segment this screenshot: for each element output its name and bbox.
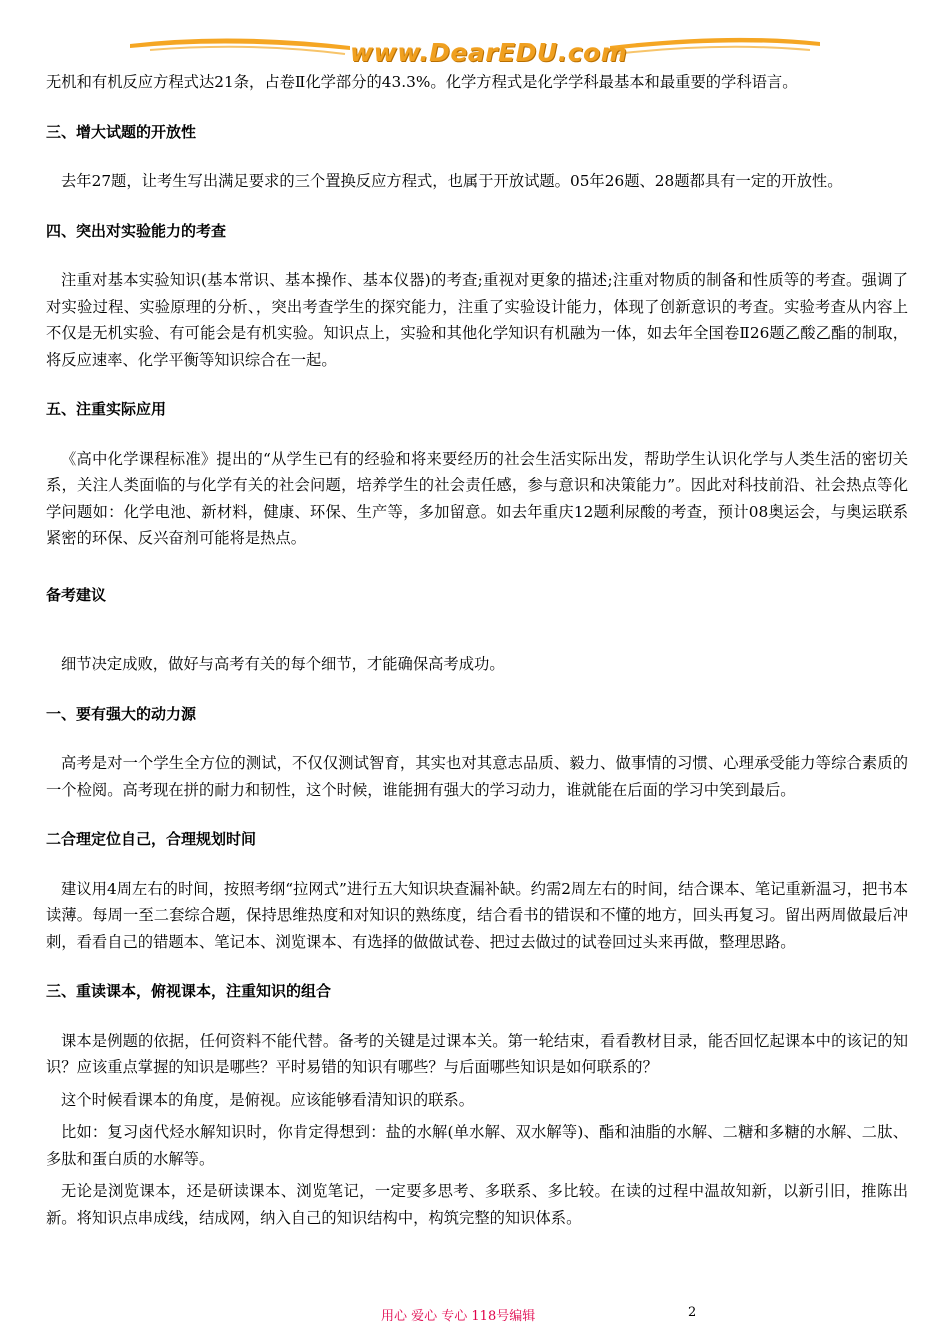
paragraph: 课本是例题的依据，任何资料不能代替。备考的关键是过课本关。第一轮结束，看看教材目录，能否回忆起课本中的该记的知识？应该重点掌握的知识是哪些？平时易错的知识有哪些？与后面哪些知识是如何联系的？ <box>46 1031 908 1076</box>
document-body <box>46 64 908 1231</box>
section-heading: 二合理定位自己，合理规划时间 <box>46 830 257 848</box>
paragraph: 细节决定成败，做好与高考有关的每个细节，才能确保高考成功。 <box>61 655 505 673</box>
paragraph: 去年27题，让考生写出满足要求的三个置换反应方程式，也属于开放试题。05年26题、28题都具有一定的开放性。 <box>61 172 843 190</box>
page-number: 2 <box>688 1305 697 1320</box>
paragraph: 注重对基本实验知识(基本常识、基本操作、基本仪器)的考查;重视对更象的描述;注重对物质的制备和性质等的考查。强调了对实验过程、实验原理的分析、，突出考查学生的探究能力，注重了实验设计能力，体现了创新意识的考查。实验考查从内容上不仅是无机实验、有可能会是有机实验。知识点上，实验和其他化学知识有机融为一体，如去年全国卷Ⅱ26题乙酸乙酯的制取，将反应速率、化学平衡等知识综合在一起。 <box>46 271 908 369</box>
section-heading: 一、要有强大的动力源 <box>46 704 197 723</box>
page-footer <box>0 1305 950 1327</box>
section-heading: 五、注重实际应用 <box>46 400 167 418</box>
paragraph: 比如：复习卤代烃水解知识时，你肯定得想到：盐的水解(单水解、双水解等)、酯和油脂的水解、二糖和多糖的水解、二肽、多肽和蛋白质的水解等。 <box>46 1123 908 1168</box>
section-heading: 三、重读课本，俯视课本，注重知识的组合 <box>46 982 332 1000</box>
section-heading: 四、突出对实验能力的考查 <box>46 221 227 240</box>
paragraph: 无机和有机反应方程式达21条，占卷Ⅱ化学部分的43.3%。化学方程式是化学学科最基本和最重要的学科语言。 <box>46 73 798 91</box>
section-heading: 备考建议 <box>46 585 107 604</box>
paragraph: 《高中化学课程标准》提出的“从学生已有的经验和将来要经历的社会生活实际出发，帮助学生认识化学与人类生活的密切关系，关注人类面临的与化学有关的社会问题，培养学生的社会责任感，参与意识和决策能力”。因此对科技前沿、社会热点等化学问题如：化学电池、新材料，健康、环保、生产等，多加留意。如去年重庆12题利尿酸的考查，预计08奥运会，与奥运联系紧密的环保、反兴奋剂可能将是热点。 <box>46 449 908 547</box>
section-heading: 三、增大试题的开放性 <box>46 122 197 141</box>
logo-text: www.DearEDU.com <box>350 38 628 67</box>
paragraph: 建议用4周左右的时间，按照考纲“拉网式”进行五大知识块查漏补缺。约需2周左右的时间，结合课本、笔记重新温习，把书本读薄。每周一至二套综合题，保持思维热度和对知识的熟练度，结合看书的错误和不懂的地方，回头再复习。留出两周做最后冲刺，看看自己的错题本、笔记本、浏览课本、有选择的做做试卷、把过去做过的试卷回过头来再做，整理思路。 <box>46 879 908 951</box>
paragraph: 这个时候看课本的角度，是俯视。应该能够看清知识的联系。 <box>61 1090 475 1109</box>
paragraph: 高考是对一个学生全方位的测试，不仅仅测试智育，其实也对其意志品质、毅力、做事情的习惯、心理承受能力等综合素质的一个检阅。高考现在拼的耐力和韧性，这个时候，谁能拥有强大的学习动力，谁就能在后面的学习中笑到最后。 <box>46 754 908 799</box>
footer-text: 用心 爱心 专心 118号编辑 <box>381 1309 536 1324</box>
paragraph: 无论是浏览课本，还是研读课本、浏览笔记，一定要多思考、多联系、多比较。在读的过程中温故知新，以新引旧，推陈出新。将知识点串成线，结成网，纳入自己的知识结构中，构筑完整的知识体系。 <box>46 1182 908 1227</box>
